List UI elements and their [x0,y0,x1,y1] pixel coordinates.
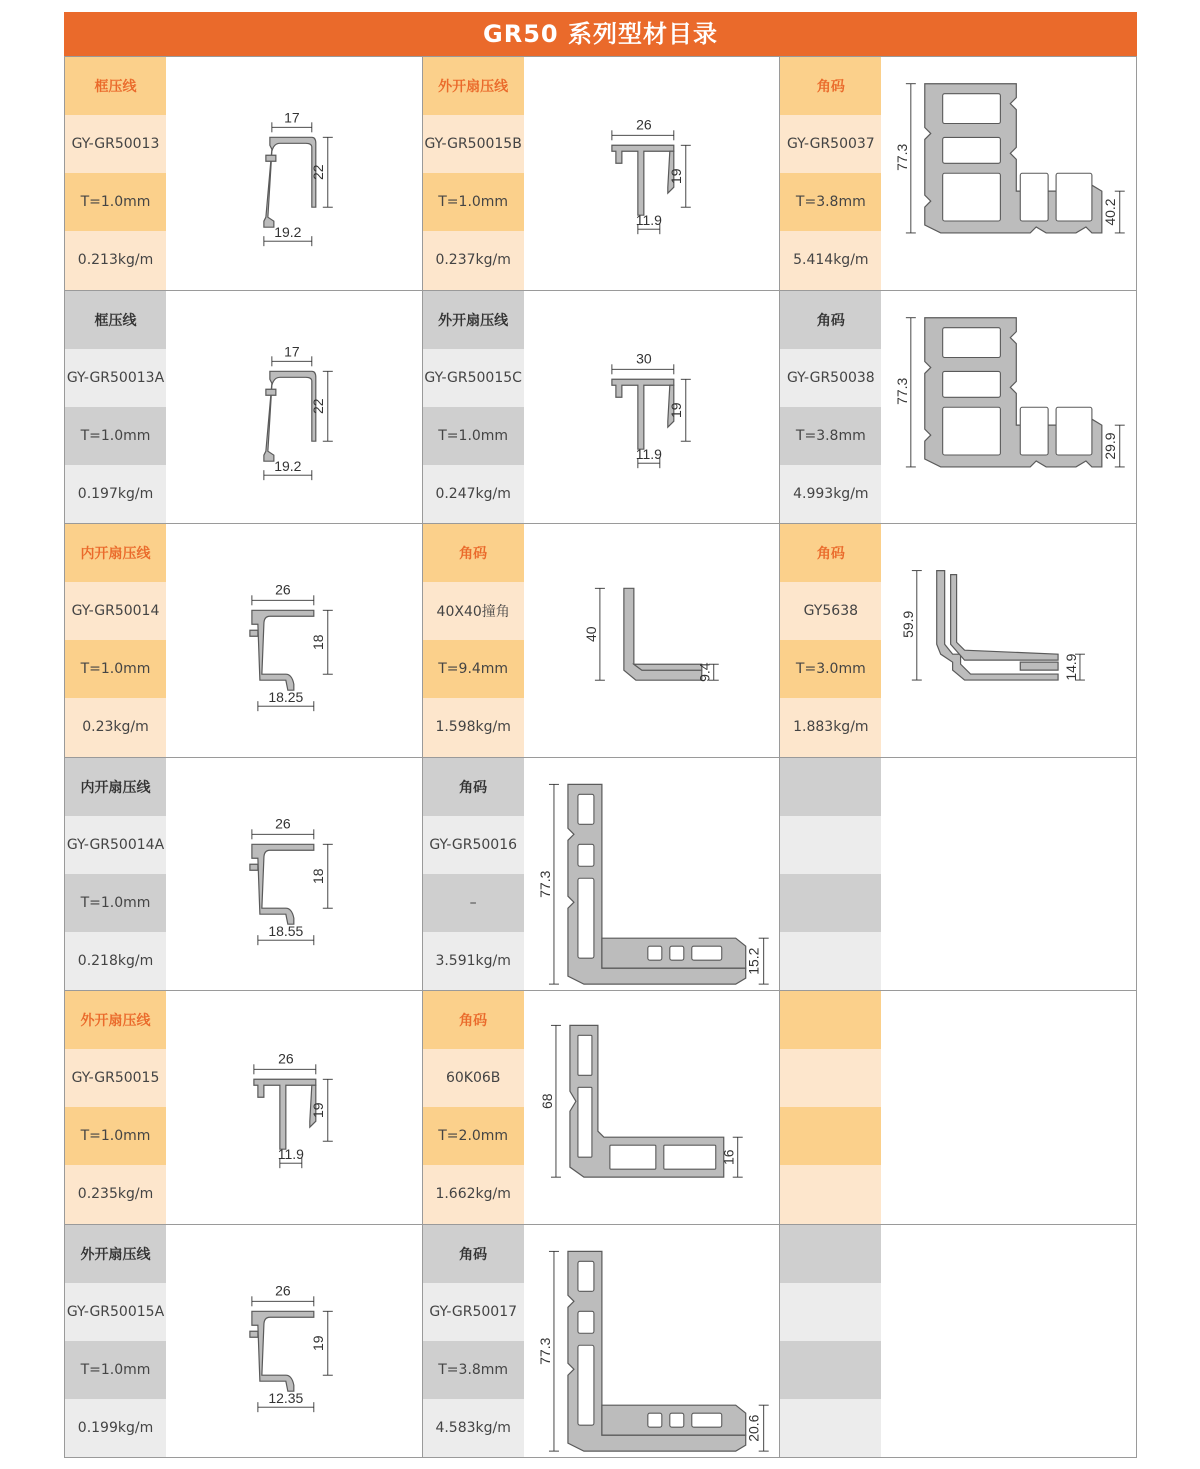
profile-cell [423,524,781,757]
profile-code: GY-GR50014A [65,816,166,874]
profile-cell [423,57,781,290]
profile-code: GY5638 [780,582,881,640]
profile-thickness: T=1.0mm [65,874,166,932]
profile-cell [423,291,781,524]
dimension-label: 22 [309,397,326,414]
profile-name: 外开扇压线 [65,1225,166,1283]
profile-GR50015C-drawing [524,291,780,524]
dimension-label: 11.9 [635,445,662,462]
dimension-label: 40 [582,626,599,643]
profile-weight: 0.199kg/m [65,1399,166,1457]
dimension-label: 30 [635,349,652,366]
profile-name: 框压线 [65,57,166,115]
profile-name: 角码 [423,758,524,816]
dimension-label: 29.9 [1102,432,1119,460]
catalog-row [65,757,1137,991]
profile-info [780,524,881,757]
profile-info [423,991,524,1224]
profile-info [423,1225,524,1458]
profile-cell [780,57,1137,290]
dimension-label: 77.3 [894,377,911,405]
profile-cell [423,991,781,1224]
profile-thickness [780,874,881,932]
profile-thickness: T=3.8mm [423,1341,524,1399]
profile-name: 外开扇压线 [423,291,524,349]
catalog-row [65,290,1137,524]
profile-cell [65,991,423,1224]
dimension-label: 19 [667,168,684,185]
profile-weight: 0.23kg/m [65,698,166,756]
profile-info [65,991,166,1224]
profile-weight: 1.883kg/m [780,698,881,756]
profile-GR50013A-drawing [166,291,422,524]
dimension-label: 26 [275,814,291,831]
dimension-label: 19 [309,1102,326,1119]
profile-thickness: T=1.0mm [423,407,524,465]
profile-cell [65,57,423,290]
dimension-label: 11.9 [635,212,662,229]
profile-name [780,758,881,816]
profile-thickness: T=1.0mm [65,640,166,698]
dimension-label: 26 [275,581,291,598]
dimension-label: 11.9 [277,1146,304,1163]
profile-name: 角码 [780,57,881,115]
profile-cell [780,991,1137,1224]
dimension-label: 77.3 [536,1337,553,1365]
empty-drawing [881,758,1136,991]
profile-thickness: T=3.8mm [780,407,881,465]
profile-GR50013-drawing [166,57,422,290]
profile-name: 内开扇压线 [65,524,166,582]
dimension-label: 17 [284,109,300,126]
dimension-label: 20.6 [745,1414,762,1442]
catalog-row [65,523,1137,757]
profile-thickness: T=1.0mm [65,407,166,465]
dimension-label: 17 [284,342,300,359]
profile-code: GY-GR50017 [423,1283,524,1341]
profile-cell [65,524,423,757]
profile-thickness: – [423,874,524,932]
profile-weight: 4.993kg/m [780,465,881,523]
catalog-row [65,990,1137,1224]
profile-code: GY-GR50015 [65,1049,166,1107]
dimension-label: 15.2 [745,947,762,975]
profile-code: GY-GR50037 [780,115,881,173]
profile-grid [64,56,1137,1458]
profile-info [423,524,524,757]
profile-info [780,57,881,290]
dimension-label: 18 [309,867,326,884]
profile-GR50015-drawing [166,991,422,1224]
profile-code: 60K06B [423,1049,524,1107]
profile-thickness: T=3.8mm [780,173,881,231]
profile-weight: 0.213kg/m [65,231,166,289]
catalog-row [65,56,1137,290]
profile-code: 40X40撞角 [423,582,524,640]
profile-info [65,1225,166,1458]
profile-thickness [780,1341,881,1399]
dimension-label: 16 [720,1149,737,1165]
profile-thickness: T=1.0mm [65,173,166,231]
profile-code [780,1049,881,1107]
profile-code: GY-GR50015B [423,115,524,173]
profile-cell [65,1225,423,1458]
dimension-label: 19.2 [274,224,302,241]
profile-info [780,991,881,1224]
profile-thickness: T=1.0mm [65,1107,166,1165]
catalog-sheet [64,12,1137,1458]
profile-cell [780,291,1137,524]
dimension-label: 26 [275,1281,291,1298]
dimension-label: 26 [278,1050,294,1067]
profile-weight: 0.235kg/m [65,1165,166,1223]
profile-name: 外开扇压线 [65,991,166,1049]
profile-name: 内开扇压线 [65,758,166,816]
profile-weight: 0.247kg/m [423,465,524,523]
profile-info [780,758,881,991]
dimension-label: 19.2 [274,457,302,474]
profile-cell [65,758,423,991]
profile-code: GY-GR50015C [423,349,524,407]
dimension-label: 14.9 [1063,653,1080,681]
profile-GY5638-drawing [881,524,1136,757]
profile-cell [65,291,423,524]
dimension-label: 12.35 [268,1389,304,1406]
profile-cell [780,758,1137,991]
profile-GR50017-drawing [524,1225,780,1458]
profile-code: GY-GR50038 [780,349,881,407]
profile-GR50015A-drawing [166,1225,422,1458]
dimension-label: 40.2 [1102,198,1119,226]
profile-weight [780,1165,881,1223]
dimension-label: 19 [667,401,684,418]
profile-name [780,1225,881,1283]
dimension-label: 18 [309,634,326,651]
profile-info [423,758,524,991]
profile-40x40-drawing [524,524,780,757]
empty-drawing [881,1225,1136,1458]
profile-info [780,1225,881,1458]
profile-weight: 1.662kg/m [423,1165,524,1223]
profile-thickness: T=2.0mm [423,1107,524,1165]
dimension-label: 77.3 [536,870,553,898]
profile-name [780,991,881,1049]
profile-info [65,758,166,991]
profile-weight [780,932,881,990]
profile-60K06B-drawing [524,991,780,1224]
profile-thickness [780,1107,881,1165]
profile-weight: 5.414kg/m [780,231,881,289]
profile-info [65,524,166,757]
profile-GR50038-drawing [881,291,1136,524]
catalog-row [65,1224,1137,1458]
profile-thickness: T=9.4mm [423,640,524,698]
profile-name: 角码 [423,524,524,582]
dimension-label: 18.25 [268,689,304,706]
page-title: GR50 系列型材目录 [64,12,1137,56]
profile-GR50014A-drawing [166,758,422,991]
profile-name: 角码 [423,1225,524,1283]
dimension-label: 22 [309,164,326,181]
profile-weight: 1.598kg/m [423,698,524,756]
profile-cell [780,1225,1137,1458]
profile-info [423,57,524,290]
profile-info [780,291,881,524]
profile-code: GY-GR50013A [65,349,166,407]
profile-name: 外开扇压线 [423,57,524,115]
profile-GR50015B-drawing [524,57,780,290]
profile-GR50016-drawing [524,758,780,991]
dimension-label: 9.4 [696,662,713,682]
profile-cell [423,1225,781,1458]
profile-name: 角码 [423,991,524,1049]
profile-weight: 0.237kg/m [423,231,524,289]
profile-thickness: T=1.0mm [423,173,524,231]
profile-code: GY-GR50014 [65,582,166,640]
profile-code: GY-GR50015A [65,1283,166,1341]
profile-cell [423,758,781,991]
profile-thickness: T=1.0mm [65,1341,166,1399]
profile-thickness: T=3.0mm [780,640,881,698]
dimension-label: 26 [635,116,652,133]
dimension-label: 77.3 [894,143,911,171]
profile-name: 角码 [780,524,881,582]
profile-code [780,816,881,874]
profile-code [780,1283,881,1341]
profile-info [65,291,166,524]
profile-weight: 4.583kg/m [423,1399,524,1457]
profile-code: GY-GR50013 [65,115,166,173]
dimension-label: 59.9 [900,610,917,638]
profile-cell [780,524,1137,757]
empty-drawing [881,991,1136,1224]
profile-info [65,57,166,290]
profile-weight [780,1399,881,1457]
profile-info [423,291,524,524]
profile-code: GY-GR50016 [423,816,524,874]
profile-name: 角码 [780,291,881,349]
profile-name: 框压线 [65,291,166,349]
dimension-label: 19 [309,1334,326,1351]
dimension-label: 18.55 [268,922,304,939]
profile-weight: 0.218kg/m [65,932,166,990]
profile-weight: 3.591kg/m [423,932,524,990]
profile-GR50037-drawing [881,57,1136,290]
profile-weight: 0.197kg/m [65,465,166,523]
dimension-label: 68 [538,1093,555,1110]
profile-GR50014-drawing [166,524,422,757]
